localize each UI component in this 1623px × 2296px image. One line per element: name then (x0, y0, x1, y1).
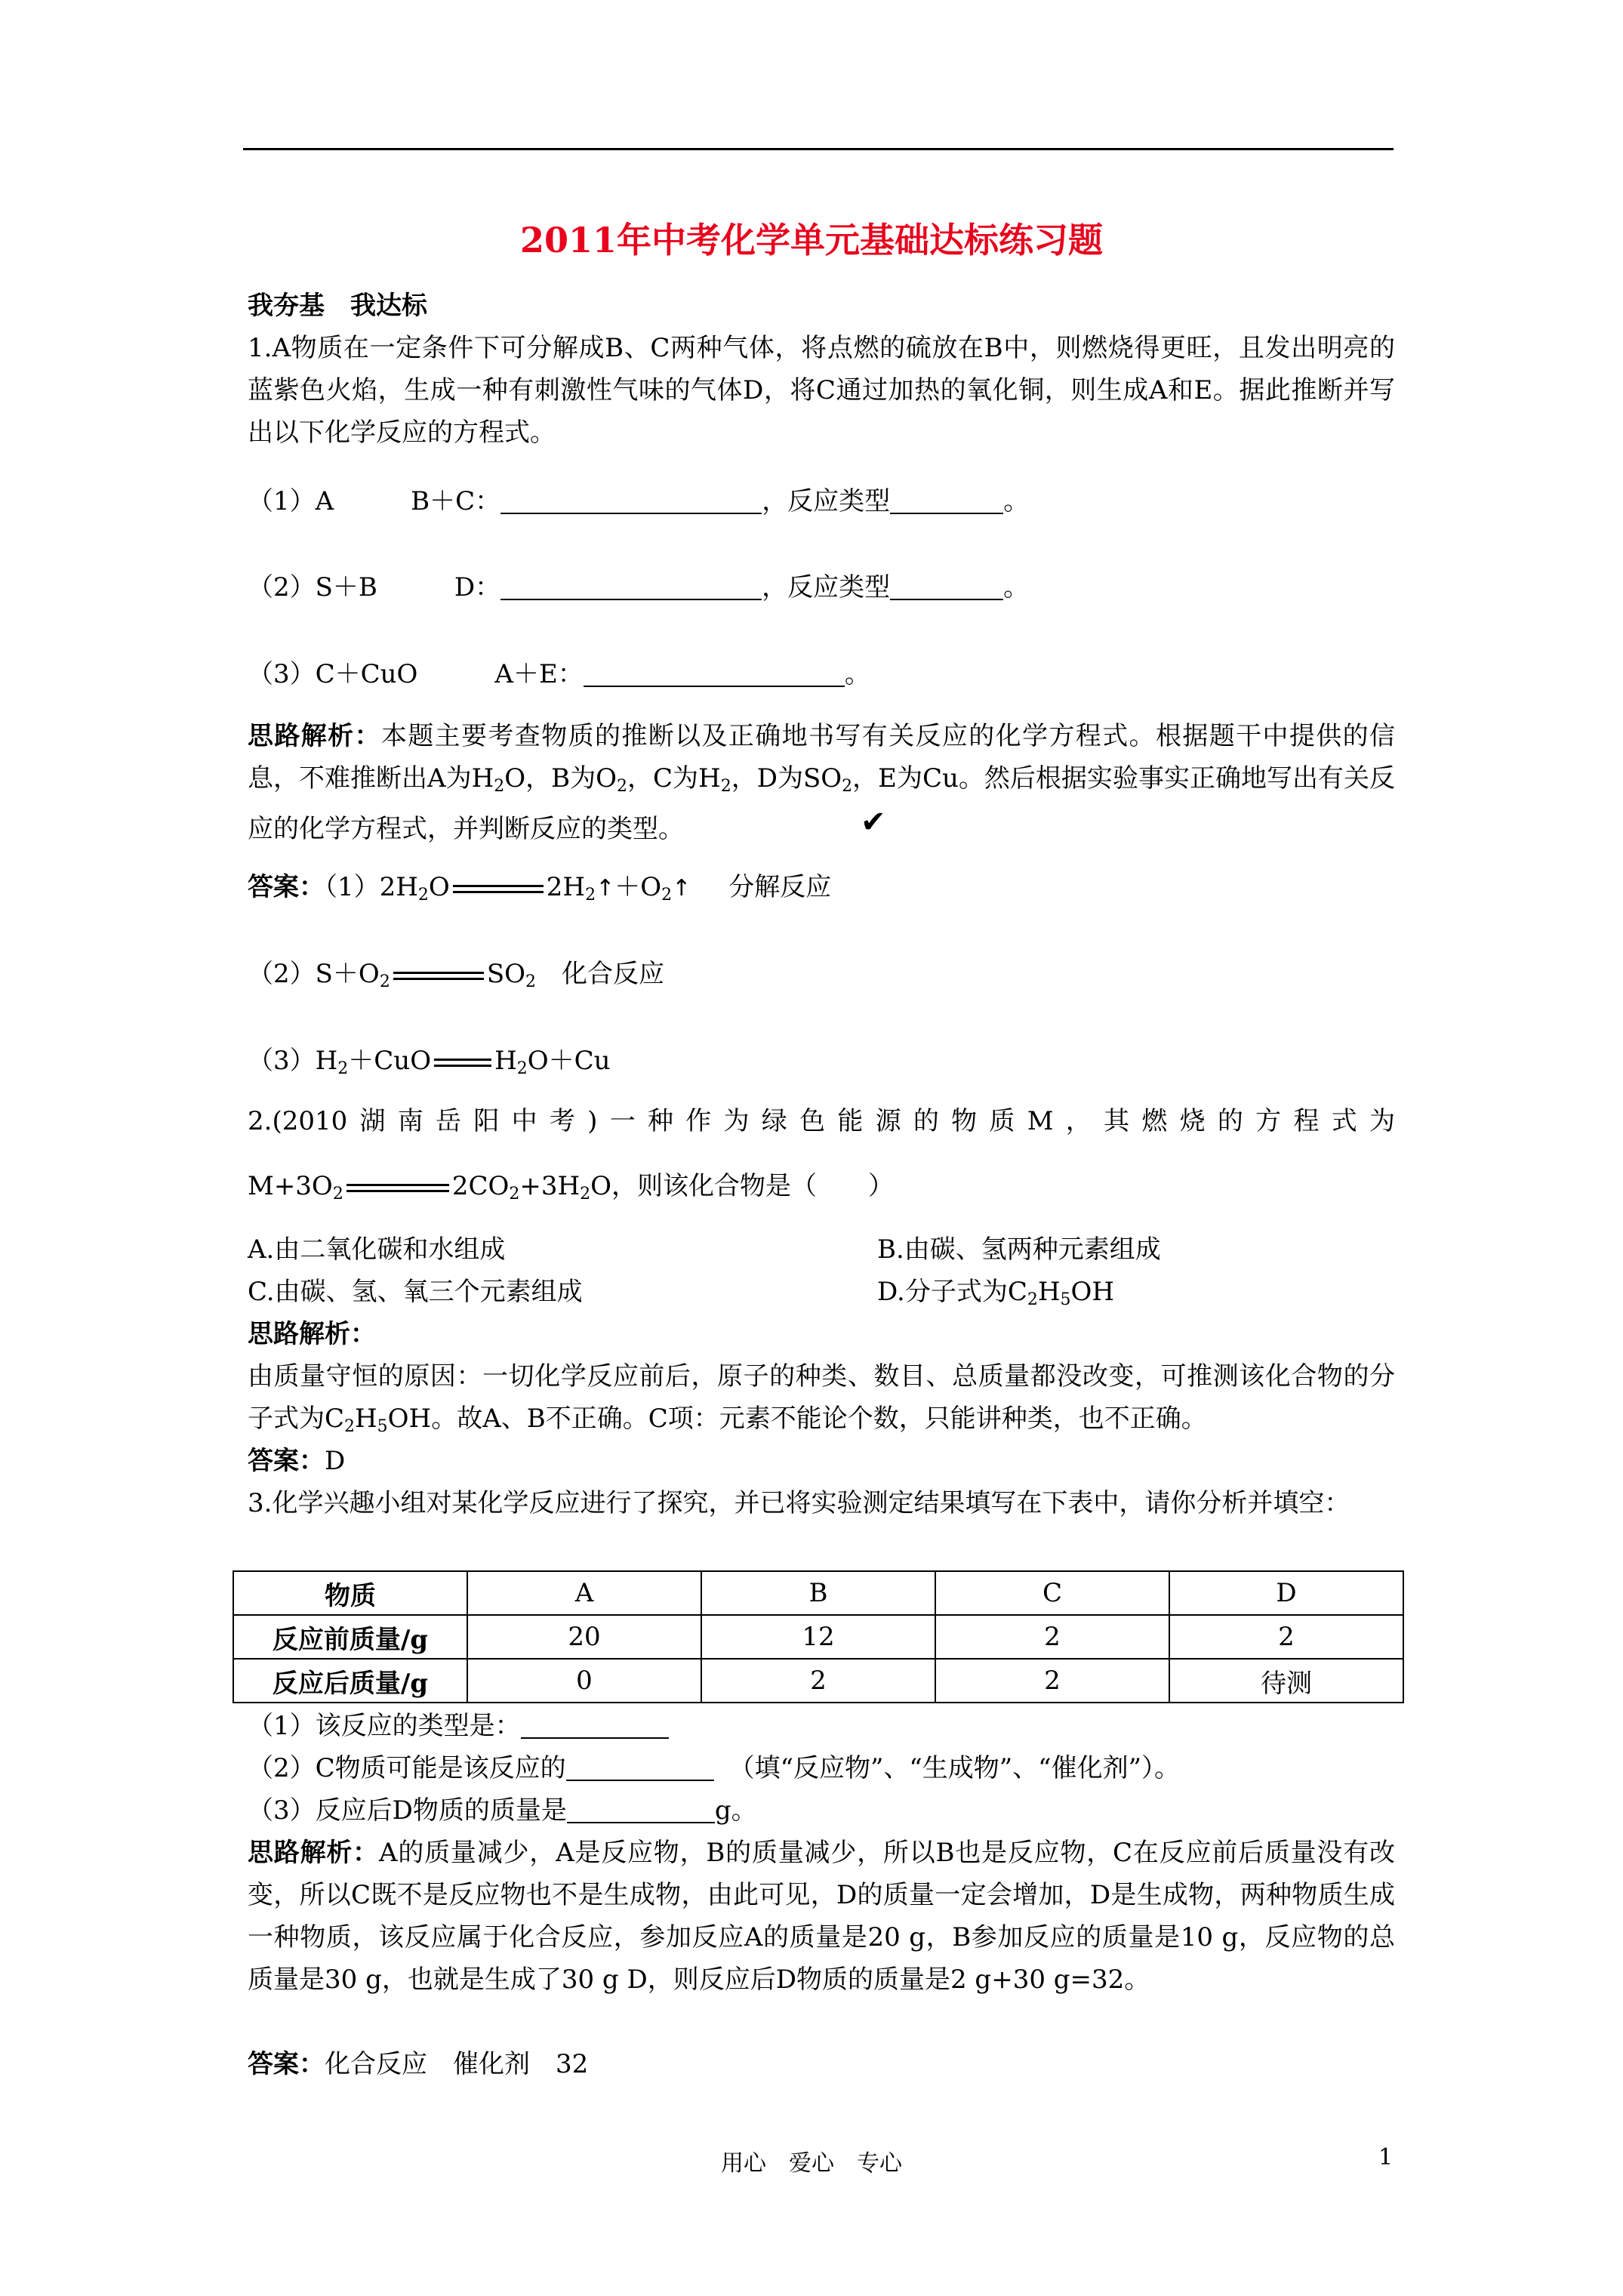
table-header-cell: 物质 (233, 1571, 467, 1615)
table-row (233, 1659, 1403, 1703)
subscript: 2 (494, 777, 505, 796)
q3-item-1 (248, 1705, 669, 1747)
answer-blank[interactable] (584, 655, 845, 687)
q1-item-1-label: （1）A B＋C： (248, 486, 501, 516)
subscript: 2 (417, 886, 429, 905)
subscript: 2 (661, 886, 673, 905)
analysis-label: 思路解析： (248, 721, 381, 751)
table-header-row (233, 1571, 1403, 1615)
q3-item-3 (248, 1789, 757, 1832)
item-text: （1）该反应的类型是： (248, 1711, 521, 1741)
item-text: （2）C物质可能是该反应的 (248, 1753, 566, 1783)
analysis-text: ，D为SO (731, 763, 842, 794)
formula-text: 2CO (451, 1171, 510, 1201)
subscript: 2 (617, 777, 628, 796)
subscript: 2 (509, 1185, 520, 1203)
answer-blank[interactable] (500, 569, 762, 600)
formula-text: M+3O (248, 1171, 333, 1201)
q1-item-2-tail: ，反应类型 (762, 572, 891, 603)
formula-text: （2）S＋O (248, 959, 380, 989)
formula-text: ＋CuO (348, 1046, 432, 1076)
analysis-text: ，E为Cu。然后根据实验事实正确地写出有关反应的化学方程式，并判断反应的类型。 (248, 763, 1395, 844)
formula-text: SO (486, 959, 525, 989)
answer-label: 答案： (248, 2049, 325, 2079)
period: 。 (844, 659, 870, 689)
subscript: 2 (842, 777, 853, 796)
table-cell: 0 (467, 1659, 701, 1703)
item-text: （3）反应后D物质的质量是 (248, 1795, 567, 1826)
page-number: 1 (1378, 2144, 1394, 2171)
table-header-cell: D (1169, 1571, 1403, 1615)
analysis-text: O，B为O (504, 763, 617, 794)
page-footer: 用心 爱心 专心 (721, 2150, 902, 2177)
answer-blank[interactable] (567, 1792, 715, 1823)
q2-stem-line-2 (248, 1165, 894, 1216)
table-header-cell: A (467, 1571, 701, 1615)
subscript: 5 (1060, 1290, 1071, 1309)
analysis-text: 本题主要考查物质的推断以及正确地书写有关反应的化学方程式。根据题干中提供的信息，不难推断出A为H (248, 721, 1395, 794)
formula-text: O (428, 872, 450, 902)
q2-option-c[interactable]: C.由碳、氢、氧三个元素组成 (248, 1277, 583, 1307)
formula-text: O＋Cu (527, 1046, 611, 1076)
table-header-cell: C (935, 1571, 1169, 1615)
table-cell: 待测 (1169, 1659, 1403, 1703)
period: 。 (1003, 572, 1030, 603)
formula-text: H (494, 1046, 517, 1076)
table-cell: 反应后质量/g (233, 1659, 467, 1703)
q1-item-1-tail: ，反应类型 (762, 486, 891, 516)
analysis-text: A的质量减少，A是反应物，B的质量减少，所以B也是反应物，C在反应前后质量没有改变，所以C既不是反应物也不是生成物，由此可见，D的质量一定会增加，D是生成物，两种物质生成一种物质，该反应属于化合反应，参加反应A的质量是20 g，B参加反应的质量是10 g，反应物的总质量是30 g，也就是生成了30 g D，则反应后D物质的质量是2 g+30 g=32。 (248, 1838, 1395, 1995)
formula-text: ＋O (614, 872, 662, 902)
item-text: g。 (714, 1795, 757, 1826)
item-text: （填“反应物”、“生成物”、“催化剂”）。 (728, 1753, 1180, 1783)
q3-analysis (248, 1832, 1395, 2001)
table-cell: 2 (1169, 1615, 1403, 1659)
q1-stem: 1.A物质在一定条件下可分解成B、C两种气体，将点燃的硫放在B中，则燃烧得更旺，且发出明亮的蓝紫色火焰，生成一种有刺激性气味的气体D，将C通过加热的氧化铜，则生成A和E。据此推断并写出以下化学反应的方程式。 (248, 333, 1395, 448)
option-text: H (1037, 1277, 1061, 1307)
q1-item-2-label: （2）S＋B D： (248, 572, 501, 603)
subscript: 2 (1027, 1290, 1038, 1309)
subscript: 2 (720, 777, 731, 796)
option-text: OH (1070, 1277, 1115, 1307)
reaction-type: 化合反应 (561, 959, 664, 989)
formula-text: +3H (519, 1171, 581, 1201)
q2-option-a[interactable]: A.由二氧化碳和水组成 (248, 1234, 506, 1265)
subscript: 2 (337, 1059, 349, 1078)
q2-option-b[interactable]: B.由碳、氢两种元素组成 (877, 1234, 1161, 1265)
answer-label: 答案： (248, 872, 325, 902)
check-mark-icon: ✔ (861, 805, 886, 840)
q3-answer (248, 2043, 588, 2085)
subscript: 2 (585, 886, 596, 905)
analysis-text: 由质量守恒的原因：一切化学反应前后，原子的种类、数目、总质量都没改变，可推测该化合物的分子式为C (248, 1361, 1395, 1434)
subscript: 2 (525, 972, 536, 991)
answer-value: D (325, 1446, 346, 1476)
answer-blank[interactable] (890, 482, 1003, 514)
q1-item-3-label: （3）C＋CuO A＋E： (248, 659, 584, 689)
q2-answer (248, 1440, 345, 1482)
answer-blank[interactable] (566, 1749, 714, 1781)
table-header-cell: B (701, 1571, 935, 1615)
gas-arrow-icon: ↑ (596, 875, 615, 901)
analysis-text: H (355, 1404, 377, 1434)
q1-answer-2 (248, 953, 664, 1003)
equals-sign (453, 885, 544, 893)
page-title: 2011年中考化学单元基础达标练习题 (519, 220, 1104, 260)
subscript: 5 (377, 1417, 388, 1436)
table-cell: 2 (935, 1659, 1169, 1703)
q1-analysis (248, 715, 1395, 850)
q2-analysis-label: 思路解析： (248, 1319, 376, 1349)
period: 。 (1003, 486, 1030, 516)
q2-analysis (248, 1355, 1395, 1448)
formula-text: 2H (546, 872, 586, 902)
formula-text: （1）2H (325, 872, 418, 902)
q1-answer-3 (248, 1040, 611, 1090)
table-cell: 20 (467, 1615, 701, 1659)
answer-blank[interactable] (521, 1707, 669, 1739)
equals-sign (346, 1184, 449, 1192)
reaction-type: 分解反应 (728, 872, 832, 902)
q1-item-3 (248, 653, 870, 695)
table-cell: 2 (935, 1615, 1169, 1659)
subscript: 2 (580, 1185, 591, 1203)
equals-sign (434, 1059, 491, 1067)
section-heading: 我夯基 我达标 (248, 291, 427, 321)
q3-stem: 3.化学兴趣小组对某化学反应进行了探究，并已将实验测定结果填写在下表中，请你分析并填空： (248, 1488, 1350, 1518)
formula-text: （3）H (248, 1046, 338, 1076)
option-text: D.分子式为C (877, 1277, 1027, 1307)
analysis-label: 思路解析： (248, 1838, 379, 1868)
q1-item-2 (248, 566, 1029, 609)
header-rule (243, 148, 1394, 150)
table-row (233, 1615, 1403, 1659)
answer-blank[interactable] (500, 482, 762, 514)
q2-option-d[interactable] (877, 1271, 1114, 1321)
answer-blank[interactable] (890, 569, 1003, 600)
analysis-text: OH。故A、B不正确。C项：元素不能论个数，只能讲种类，也不正确。 (387, 1404, 1207, 1434)
subscript: 2 (332, 1185, 343, 1203)
gas-arrow-icon: ↑ (672, 875, 691, 901)
q3-item-2 (248, 1747, 1180, 1789)
q1-item-1 (248, 480, 1029, 522)
mass-table (233, 1570, 1404, 1703)
subscript: 2 (379, 972, 390, 991)
table-cell: 反应前质量/g (233, 1615, 467, 1659)
q2-stem-line-1: 2.(2010湖南岳阳中考)一种作为绿色能源的物质M，其燃烧的方程式为 (248, 1106, 1395, 1136)
subscript: 2 (516, 1059, 528, 1078)
analysis-text: ，C为H (627, 763, 721, 794)
table-cell: 12 (701, 1615, 935, 1659)
subscript: 2 (344, 1417, 356, 1436)
equals-sign (393, 972, 484, 980)
formula-text: O，则该化合物是（ ） (590, 1171, 894, 1201)
q1-answer-1 (248, 866, 831, 917)
answer-label: 答案： (248, 1446, 325, 1476)
table-cell: 2 (701, 1659, 935, 1703)
answer-value: 化合反应 催化剂 32 (325, 2049, 589, 2079)
